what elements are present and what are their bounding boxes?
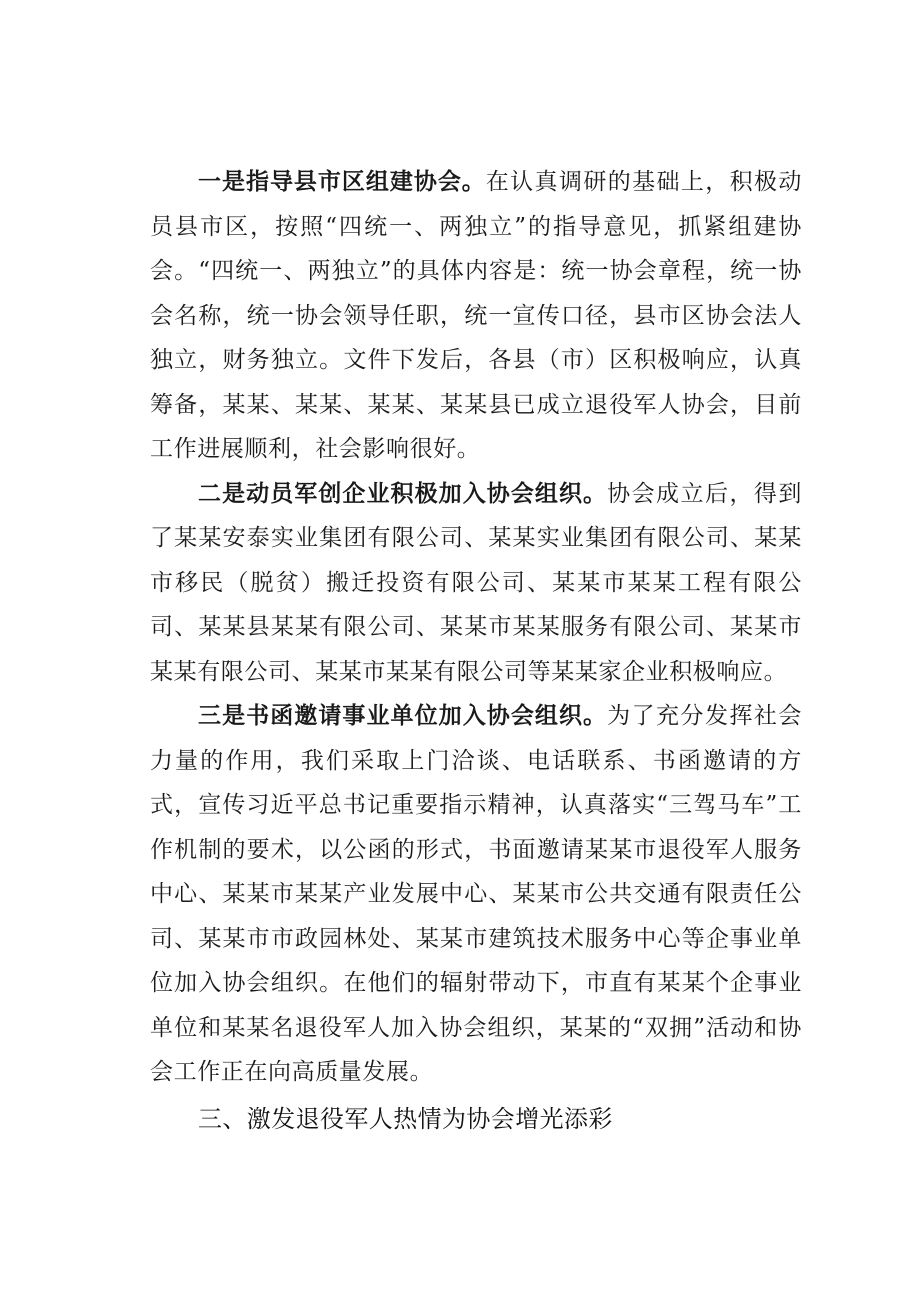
document-body — [150, 160, 802, 1141]
paragraph-text: 在认真调研的基础上，积极动员县市区，按照“四统一、两独立”的指导意见，抓紧组建协会。“四统一、两独立”的具体内容是：统一协会章程，统一协会名称，统一协会领导任职，统一宣传口径，县市区协会法人独立，财务独立。文件下发后，各县（市）区积极响应，认真筹备，某某、某某、某某、某某县已成立退役军人协会，目前工作进展顺利，社会影响很好。 — [150, 169, 802, 462]
paragraph-lead: 三是书函邀请事业单位加入协会组织。 — [198, 703, 608, 729]
paragraph-text: 协会成立后，得到了某某安泰实业集团有限公司、某某实业集团有限公司、某某市移民（脱贫）搬迁投资有限公司、某某市某某工程有限公司、某某县某某有限公司、某某市某某服务有限公司、某某市某某有限公司、某某市某某有限公司等某某家企业积极响应。 — [150, 480, 802, 685]
paragraph-guide-counties — [150, 160, 802, 472]
paragraph-mobilize-enterprises — [150, 472, 802, 695]
paragraph-text: 为了充分发挥社会力量的作用，我们采取上门洽谈、电话联系、书函邀请的方式，宣传习近平总书记重要指示精神，认真落实“三驾马车”工作机制的要术，以公函的形式，书面邀请某某市退役军人服务中心、某某市某某产业发展中心、某某市公共交通有限责任公司、某某市市政园林处、某某市建筑技术服务中心等企事业单位加入协会组织。在他们的辐射带动下，市直有某某个企事业单位和某某名退役军人加入协会组织，某某的“双拥”活动和协会工作正在向高质量发展。 — [150, 703, 802, 1085]
section-heading: 三、激发退役军人热情为协会增光添彩 — [198, 1104, 613, 1133]
paragraph-lead: 二是动员军创企业积极加入协会组织。 — [198, 480, 608, 507]
paragraph-lead: 一是指导县市区组建协会。 — [198, 169, 486, 195]
paragraph-invite-institutions — [150, 694, 802, 1095]
